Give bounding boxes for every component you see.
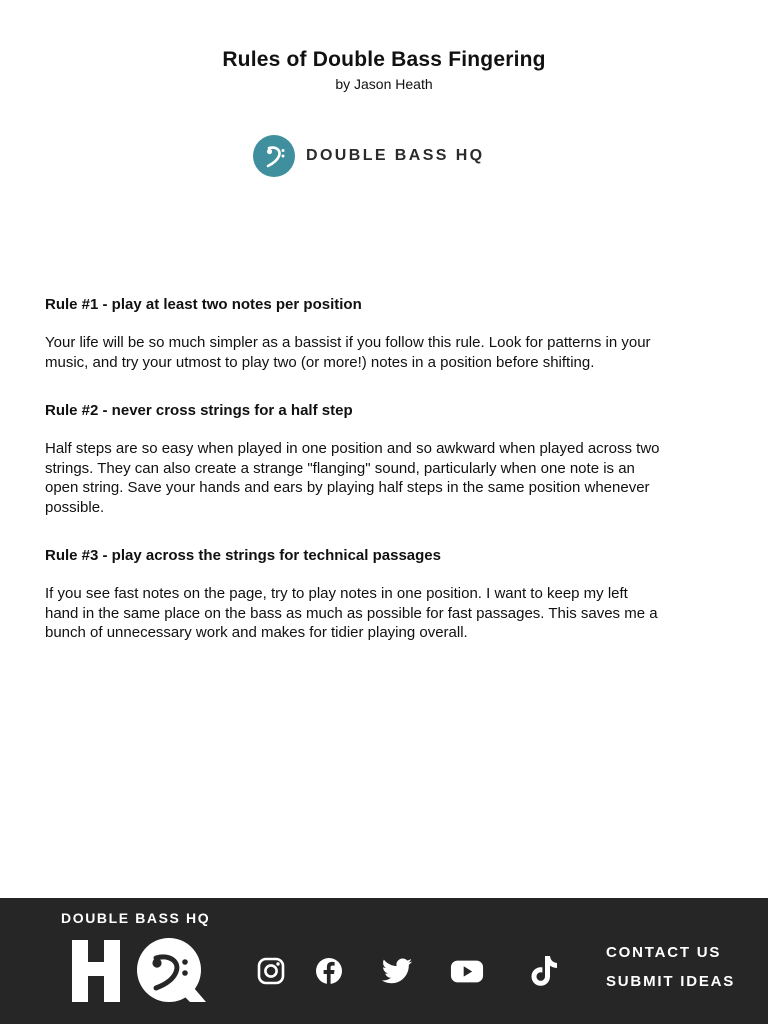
twitter-icon[interactable] <box>380 954 414 988</box>
rule-heading: Rule #1 - play at least two notes per position <box>45 296 362 313</box>
submit-ideas-link[interactable]: SUBMIT IDEAS <box>606 973 736 990</box>
rule-heading: Rule #2 - never cross strings for a half step <box>45 402 353 419</box>
page-header <box>0 48 768 92</box>
brand-name: DOUBLE BASS HQ <box>306 147 485 164</box>
hq-logo[interactable] <box>70 936 210 1011</box>
rule-1 <box>45 296 665 372</box>
facebook-icon[interactable] <box>312 954 346 988</box>
contact-us-link[interactable]: CONTACT US <box>606 944 722 961</box>
page-title: Rules of Double Bass Fingering <box>222 48 546 71</box>
rule-body: If you see fast notes on the page, try to play notes in one position. I want to keep my left hand in the same place on the bass as much as possible for fast passages. This saves me a bunch of unnecessary work and makes for tidier playing overall. <box>45 585 658 641</box>
rule-body: Your life will be so much simpler as a bassist if you follow this rule. Look for patterns in your music, and try your utmost to play two (or more!) notes in a position before shifting. <box>45 334 651 371</box>
tiktok-icon[interactable] <box>527 954 561 988</box>
footer <box>0 898 768 1024</box>
author-byline: by Jason Heath <box>335 76 433 92</box>
footer-brand-name: DOUBLE BASS HQ <box>61 910 211 926</box>
rule-body: Half steps are so easy when played in one position and so awkward when played across two strings. They can also create a strange "flanging" sound, particularly when one note is an open string. Save your hands and ears by playing half steps in the same position whenever possible. <box>45 440 660 516</box>
youtube-icon[interactable] <box>450 954 484 988</box>
bass-clef-icon <box>253 135 295 177</box>
rule-3 <box>45 547 665 643</box>
brand-logo[interactable] <box>253 134 485 178</box>
rule-2 <box>45 402 665 517</box>
rules-list <box>45 296 665 673</box>
rule-heading: Rule #3 - play across the strings for technical passages <box>45 547 441 564</box>
instagram-icon[interactable] <box>254 954 288 988</box>
